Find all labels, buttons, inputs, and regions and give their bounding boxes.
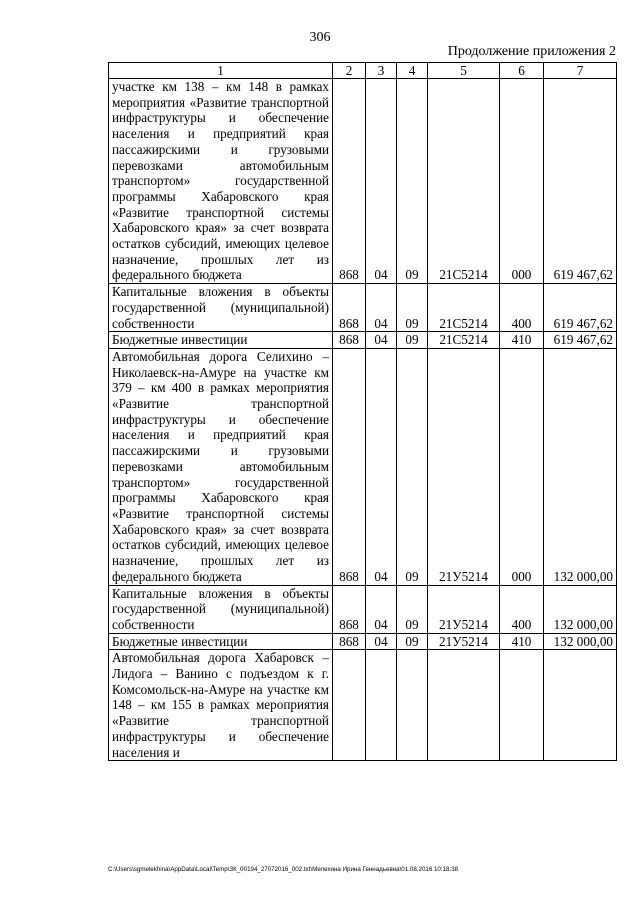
cell-section: 04 <box>366 79 397 284</box>
cell-target-article: 21У5214 <box>428 633 500 650</box>
table-row <box>109 633 617 650</box>
cell-ministry-code: 868 <box>333 633 366 650</box>
cell-section <box>366 650 397 761</box>
cell-amount <box>544 650 617 761</box>
cell-ministry-code: 868 <box>333 348 366 585</box>
table-row <box>109 284 617 332</box>
column-header: 6 <box>500 63 544 79</box>
cell-target-article: 21У5214 <box>428 348 500 585</box>
cell-expense-type <box>500 650 544 761</box>
row-description: Капитальные вложения в объекты государственной (муниципальной) собственности <box>109 284 333 332</box>
cell-subsection: 09 <box>397 348 428 585</box>
cell-expense-type: 000 <box>500 348 544 585</box>
cell-ministry-code: 868 <box>333 284 366 332</box>
row-description: Капитальные вложения в объекты государственной (муниципальной) собственности <box>109 585 333 633</box>
cell-section: 04 <box>366 332 397 349</box>
table-row <box>109 332 617 349</box>
column-header: 3 <box>366 63 397 79</box>
cell-amount: 619 467,62 <box>544 284 617 332</box>
cell-ministry-code: 868 <box>333 79 366 284</box>
column-header: 4 <box>397 63 428 79</box>
cell-amount: 132 000,00 <box>544 348 617 585</box>
column-header: 7 <box>544 63 617 79</box>
table-row <box>109 585 617 633</box>
cell-subsection: 09 <box>397 79 428 284</box>
cell-section: 04 <box>366 284 397 332</box>
row-description: участке км 138 – км 148 в рамках мероприятия «Развитие транспортной инфраструктуры и обеспечение населения и предприятий края пассажирскими и грузовыми перевозками автомобильным транспортом» государственной программы Хабаровского края «Развитие транспортной системы Хабаровского края» за счет возврата остатков субсидий, имеющих целевое назначение, прошлых лет из федерального бюджета <box>109 79 333 284</box>
table-header-row <box>109 63 617 79</box>
row-description: Автомобильная дорога Хабаровск – Лидога – Ванино с подъездом к г. Комсомольск-на-Амуре на участке км 148 – км 155 в рамках мероприятия «Развитие транспортной инфраструктуры и обеспечение населения и <box>109 650 333 761</box>
cell-target-article: 21С5214 <box>428 284 500 332</box>
row-description: Автомобильная дорога Селихино – Николаевск-на-Амуре на участке км 379 – км 400 в рамках мероприятия «Развитие транспортной инфраструктуры и обеспечение населения и предприятий края пассажирскими и грузовыми перевозками автомобильным транспортом» государственной программы Хабаровского края «Развитие транспортной системы Хабаровского края» за счет возврата остатков субсидий, имеющих целевое назначение, прошлых лет из федерального бюджета <box>109 348 333 585</box>
table-row <box>109 79 617 284</box>
cell-subsection: 09 <box>397 284 428 332</box>
row-description: Бюджетные инвестиции <box>109 332 333 349</box>
cell-ministry-code: 868 <box>333 332 366 349</box>
cell-ministry-code <box>333 650 366 761</box>
column-header: 2 <box>333 63 366 79</box>
cell-expense-type: 410 <box>500 332 544 349</box>
cell-expense-type: 400 <box>500 284 544 332</box>
cell-target-article <box>428 650 500 761</box>
page-number: 306 <box>309 30 331 45</box>
column-header: 5 <box>428 63 500 79</box>
cell-expense-type: 410 <box>500 633 544 650</box>
budget-table <box>108 62 617 761</box>
cell-section: 04 <box>366 585 397 633</box>
column-header: 1 <box>109 63 333 79</box>
cell-subsection: 09 <box>397 585 428 633</box>
cell-amount: 619 467,62 <box>544 332 617 349</box>
cell-amount: 619 467,62 <box>544 79 617 284</box>
cell-subsection: 09 <box>397 633 428 650</box>
continuation-label: Продолжение приложения 2 <box>447 44 616 59</box>
cell-expense-type: 400 <box>500 585 544 633</box>
cell-ministry-code: 868 <box>333 585 366 633</box>
cell-expense-type: 000 <box>500 79 544 284</box>
cell-target-article: 21С5214 <box>428 332 500 349</box>
cell-target-article: 21У5214 <box>428 585 500 633</box>
table-row <box>109 650 617 761</box>
cell-subsection <box>397 650 428 761</box>
document-footer-path: C:\Users\sgmelekhina\AppData\Local\Temp\ЗК_00194_27072016_002.txt\Мелехина Ирина Геннадьевна\01.08.2016 10:18:38 <box>108 866 459 873</box>
cell-section: 04 <box>366 348 397 585</box>
table-row <box>109 348 617 585</box>
row-description: Бюджетные инвестиции <box>109 633 333 650</box>
cell-section: 04 <box>366 633 397 650</box>
cell-target-article: 21С5214 <box>428 79 500 284</box>
cell-subsection: 09 <box>397 332 428 349</box>
cell-amount: 132 000,00 <box>544 585 617 633</box>
cell-amount: 132 000,00 <box>544 633 617 650</box>
